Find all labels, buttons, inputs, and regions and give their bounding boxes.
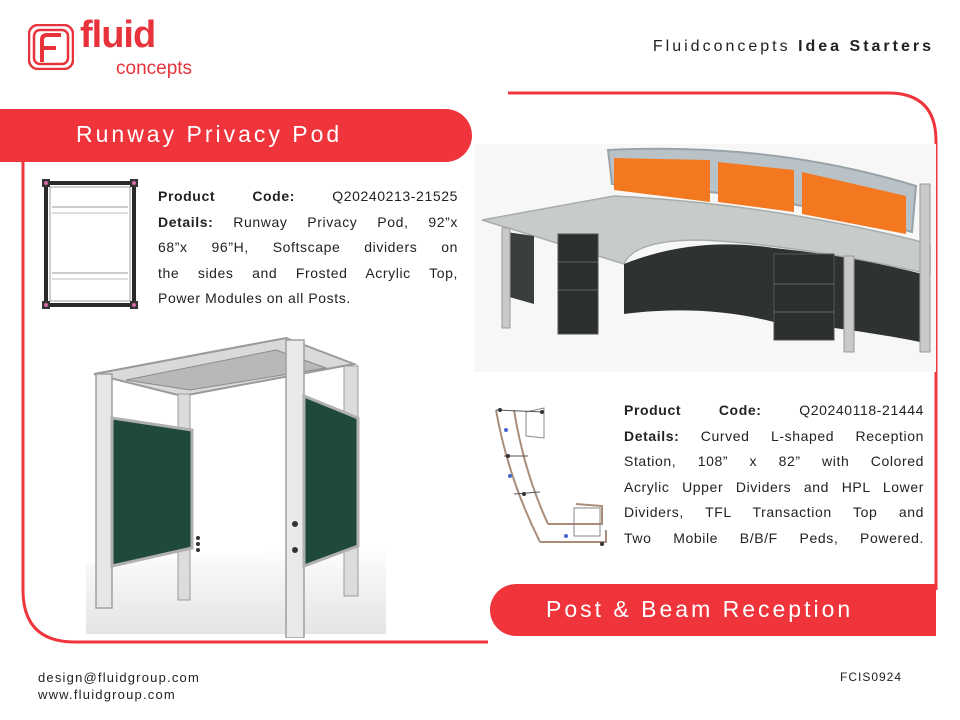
product2-detail-text: Station, 108” x 82” with Colored xyxy=(624,453,924,469)
logo-wordmark-concepts: concepts xyxy=(116,58,193,79)
product2-banner xyxy=(490,584,936,636)
title-bold: Idea Starters xyxy=(798,38,934,55)
product1-detail-text: Runway Privacy Pod, 92”x xyxy=(233,213,458,230)
product1-banner xyxy=(0,109,472,162)
product2-detail-text: Dividers, TFL Transaction Top and xyxy=(624,504,924,520)
product1-details-line xyxy=(158,210,458,236)
company-logo xyxy=(28,14,193,82)
product1-details-label: Details: xyxy=(158,213,214,230)
privacy-pod-image xyxy=(86,334,386,638)
fluid-logo-icon xyxy=(28,24,74,70)
page-title xyxy=(653,38,934,56)
product2-code: Q20240118-21444 xyxy=(799,402,924,418)
product1-detail-text: Power Modules on all Posts. xyxy=(158,290,351,306)
footer-email: design@fluidgroup.com xyxy=(38,670,200,685)
product2-code-label: Product Code: xyxy=(624,402,762,418)
product1-code: Q20240213-21525 xyxy=(332,188,458,204)
product2-title: Post & Beam Reception xyxy=(546,596,854,622)
reception-plan-drawing xyxy=(484,398,610,550)
pod-plan-drawing xyxy=(38,177,142,311)
product2-detail-text: Two Mobile B/B/F Peds, Powered. xyxy=(624,529,924,546)
product2-description xyxy=(624,398,924,551)
product1-description xyxy=(158,184,458,312)
reception-desk-image xyxy=(474,144,936,372)
product2-details-label: Details: xyxy=(624,427,680,444)
product2-details-line xyxy=(624,424,924,450)
product2-code-line xyxy=(624,398,924,424)
product1-code-label: Product Code: xyxy=(158,188,295,204)
title-regular: Fluidconcepts xyxy=(652,38,791,55)
footer-doc-code: FCIS0924 xyxy=(840,670,903,684)
product2-detail-text: Curved L-shaped Reception xyxy=(700,427,924,444)
product1-code-line xyxy=(158,184,458,210)
product2-detail-text: Acrylic Upper Dividers and HPL Lower xyxy=(624,478,924,495)
product1-detail-text: 68”x 96”H, Softscape dividers on xyxy=(158,239,458,255)
product1-detail-text: the sides and Frosted Acrylic Top, xyxy=(158,264,458,281)
logo-wordmark-fluid: fluid xyxy=(80,14,156,56)
product1-title: Runway Privacy Pod xyxy=(76,121,343,147)
footer-website: www.fluidgroup.com xyxy=(38,687,176,702)
